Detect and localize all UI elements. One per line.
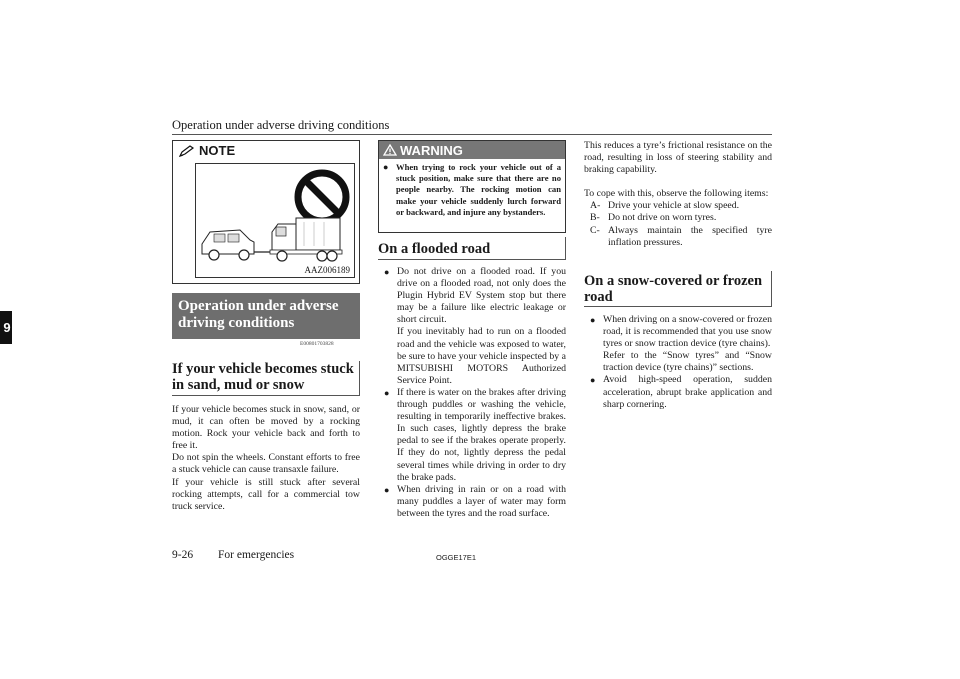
stuck-paragraph: Do not spin the wheels. Constant efforts to free a stuck vehicle can cause transaxle failure. xyxy=(172,452,360,476)
note-box xyxy=(172,140,360,284)
section-code: E00801703828 xyxy=(300,341,334,347)
abc-item xyxy=(590,212,772,224)
flooded-bullet-text: When driving in rain or on a road with many puddles a layer of water may form between the tyres and the road surface. xyxy=(397,483,566,519)
snow-bullet-text: When driving on a snow-covered or frozen road, it is recommended that you use snow tyres or snow traction device (tyre chains). Refer to the “Snow tyres” and “Snow traction device (tyre chains)” sections. xyxy=(603,314,772,374)
bullet-icon: ● xyxy=(384,267,390,277)
flooded-bullet xyxy=(384,387,566,484)
flooded-cont-paragraph: This reduces a tyre’s frictional resistance on the road, resulting in loss of steering stability and braking capability. xyxy=(584,140,772,176)
abc-item xyxy=(590,200,772,212)
flooded-body xyxy=(384,266,566,520)
bullet-icon: ● xyxy=(590,375,596,386)
heading-rule-v xyxy=(565,237,566,259)
no-towing-illustration xyxy=(196,164,354,277)
abc-key: B- xyxy=(590,212,600,224)
footer-code: OGGE17E1 xyxy=(436,553,477,562)
stuck-heading-line1: If your vehicle becomes stuck xyxy=(172,361,354,377)
abc-text: Do not drive on worn tyres. xyxy=(608,212,717,224)
section-title-line2: driving conditions xyxy=(178,315,295,331)
bullet-icon: ● xyxy=(384,484,390,495)
snow-heading-line2: road xyxy=(584,289,613,305)
snow-heading xyxy=(584,273,770,305)
tow-illustration xyxy=(195,163,355,278)
abc-text: Always maintain the specified tyre inflation pressures. xyxy=(608,224,772,248)
abc-list xyxy=(584,200,772,248)
heading-rule-h xyxy=(378,259,566,260)
stuck-paragraph: If your vehicle becomes stuck in snow, sand, or mud, it can often be moved by a rocking motion. Rock your vehicle back and forth to free it. xyxy=(172,404,360,452)
bullet-icon: ● xyxy=(384,387,390,398)
heading-rule-v xyxy=(359,361,360,395)
flooded-cont-paragraph: To cope with this, observe the following items: xyxy=(584,188,769,200)
snow-body xyxy=(590,314,772,411)
abc-key: A- xyxy=(590,200,601,212)
warning-body xyxy=(383,162,561,218)
warning-triangle-icon xyxy=(383,144,397,156)
illustration-code: AAZ006189 xyxy=(304,265,350,275)
abc-key: C- xyxy=(590,224,600,236)
flooded-bullet-text: Do not drive on a flooded road. If you drive on a flooded road, not only does the Plugin Hybrid EV System stop but there may be a failure like electric leakage or short circuit. If you inevitably had to run on a flooded road and the vehicle was exposed to water, be sure to have your vehicle inspected by a MITSUBISHI MOTORS Authorized Service Point. xyxy=(397,266,566,386)
stuck-heading xyxy=(172,361,358,393)
stuck-heading-line2: in sand, mud or snow xyxy=(172,377,305,393)
stuck-body xyxy=(172,404,360,513)
note-pencil-icon xyxy=(179,145,195,157)
snow-bullet-text: Avoid high-speed operation, sudden acceleration, abrupt brake application and sharp cornering. xyxy=(603,374,772,410)
header-rule xyxy=(172,134,772,135)
chapter-tab: 9 xyxy=(0,311,12,344)
note-header xyxy=(179,143,235,158)
bullet-icon: ● xyxy=(383,162,389,172)
flooded-bullet-text: If there is water on the brakes after driving through puddles or washing the vehicle, resulting in temporarily ineffective brakes. In such cases, lightly depress the brake pedal to see if the brakes operate properly. If they do not, lightly depress the pedal several times while driving in order to dry the brake pads. xyxy=(397,386,566,483)
heading-rule-h xyxy=(172,395,360,396)
footer-section: For emergencies xyxy=(218,549,295,561)
page-number: 9-26 xyxy=(172,549,194,561)
flooded-bullet xyxy=(384,266,566,387)
flooded-heading: On a flooded road xyxy=(378,241,491,257)
snow-bullet xyxy=(590,374,772,410)
warning-box xyxy=(378,140,566,233)
bullet-icon: ● xyxy=(590,315,596,325)
heading-rule-v xyxy=(771,271,772,306)
heading-rule-h xyxy=(584,306,772,307)
stuck-paragraph: If your vehicle is still stuck after several rocking attempts, call for a commercial tow truck service. xyxy=(172,476,360,512)
abc-item xyxy=(590,225,772,249)
flooded-continued xyxy=(584,140,772,249)
running-head: Operation under adverse driving conditions xyxy=(172,118,390,132)
snow-heading-line1: On a snow-covered or frozen xyxy=(584,273,763,289)
flooded-bullet xyxy=(384,484,566,520)
section-title-bar xyxy=(172,293,360,339)
snow-bullet xyxy=(590,314,772,374)
warning-header xyxy=(379,141,565,159)
section-title-line1: Operation under adverse xyxy=(178,298,339,314)
warning-item xyxy=(383,162,561,218)
warning-text: When trying to rock your vehicle out of a stuck position, make sure that there are no people nearby. The rocking motion can make your vehicle suddenly lurch forward or backward, and injure any bystanders. xyxy=(396,162,561,217)
abc-text: Drive your vehicle at slow speed. xyxy=(608,200,740,212)
warning-label: WARNING xyxy=(400,142,463,158)
note-label: NOTE xyxy=(199,143,236,158)
